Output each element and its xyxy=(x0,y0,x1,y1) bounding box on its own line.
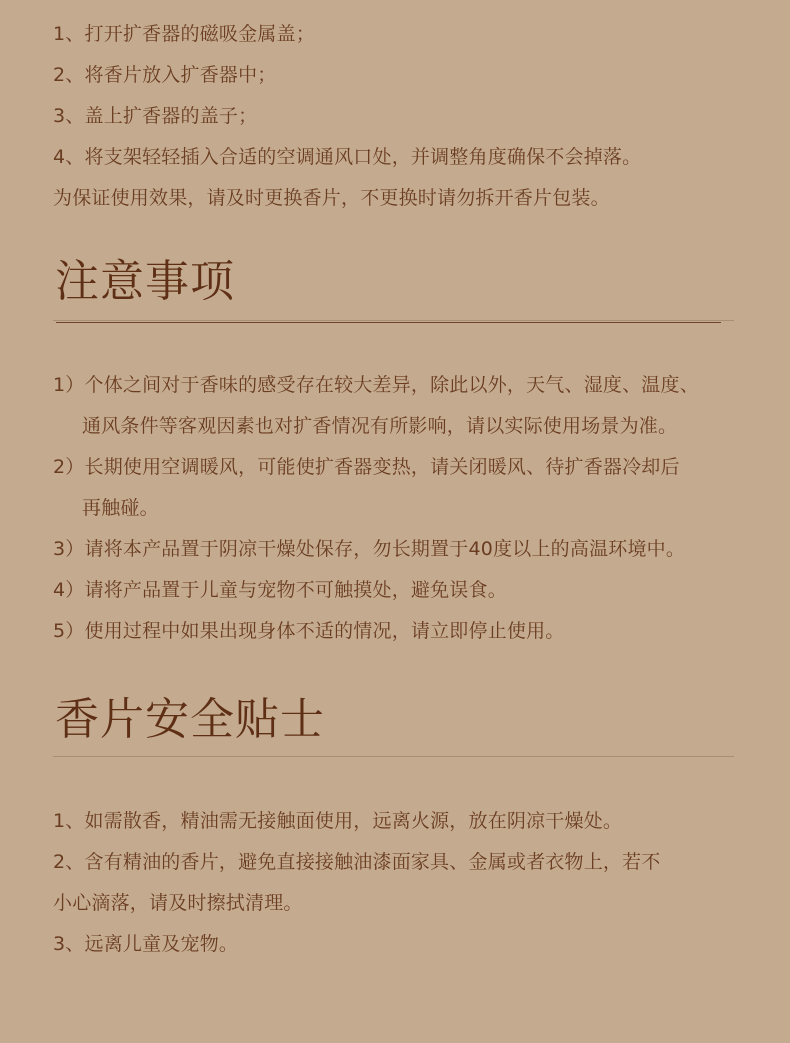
safety-tip-1: 1、如需散香，精油需无接触面使用，远离火源，放在阴凉干燥处。 xyxy=(53,810,623,832)
safety-divider xyxy=(53,756,734,757)
replace-note: 为保证使用效果，请及时更换香片，不更换时请勿拆开香片包装。 xyxy=(53,187,610,209)
step-1: 1、打开扩香器的磁吸金属盖； xyxy=(53,23,315,45)
safety-tip-3: 3、远离儿童及宠物。 xyxy=(53,933,239,955)
precaution-1-line-1: 1）个体之间对于香味的感受存在较大差异，除此以外，天气、湿度、温度、 xyxy=(53,374,699,396)
safety-title: 香片安全贴士 xyxy=(55,694,325,745)
step-3: 3、盖上扩香器的盖子； xyxy=(53,105,258,127)
step-2: 2、将香片放入扩香器中； xyxy=(53,64,277,86)
precautions-divider-accent xyxy=(56,322,721,323)
precaution-2-line-1: 2）长期使用空调暖风，可能使扩香器变热，请关闭暖风、待扩香器冷却后 xyxy=(53,456,680,478)
safety-tip-2-line-2: 小心滴落，请及时擦拭清理。 xyxy=(53,892,303,914)
safety-tip-2-line-1: 2、含有精油的香片，避免直接接触油漆面家具、金属或者衣物上，若不 xyxy=(53,851,661,873)
step-4: 4、将支架轻轻插入合适的空调通风口处，并调整角度确保不会掉落。 xyxy=(53,146,642,168)
precaution-4: 4）请将产品置于儿童与宠物不可触摸处，避免误食。 xyxy=(53,579,507,601)
precaution-2-line-2: 再触碰。 xyxy=(82,497,159,519)
precaution-1-line-2: 通风条件等客观因素也对扩香情况有所影响，请以实际使用场景为准。 xyxy=(82,415,678,437)
precautions-divider xyxy=(53,320,734,321)
precaution-5: 5）使用过程中如果出现身体不适的情况，请立即停止使用。 xyxy=(53,620,565,642)
precautions-title: 注意事项 xyxy=(55,256,235,307)
precaution-3: 3）请将本产品置于阴凉干燥处保存，勿长期置于40度以上的高温环境中。 xyxy=(53,538,686,560)
